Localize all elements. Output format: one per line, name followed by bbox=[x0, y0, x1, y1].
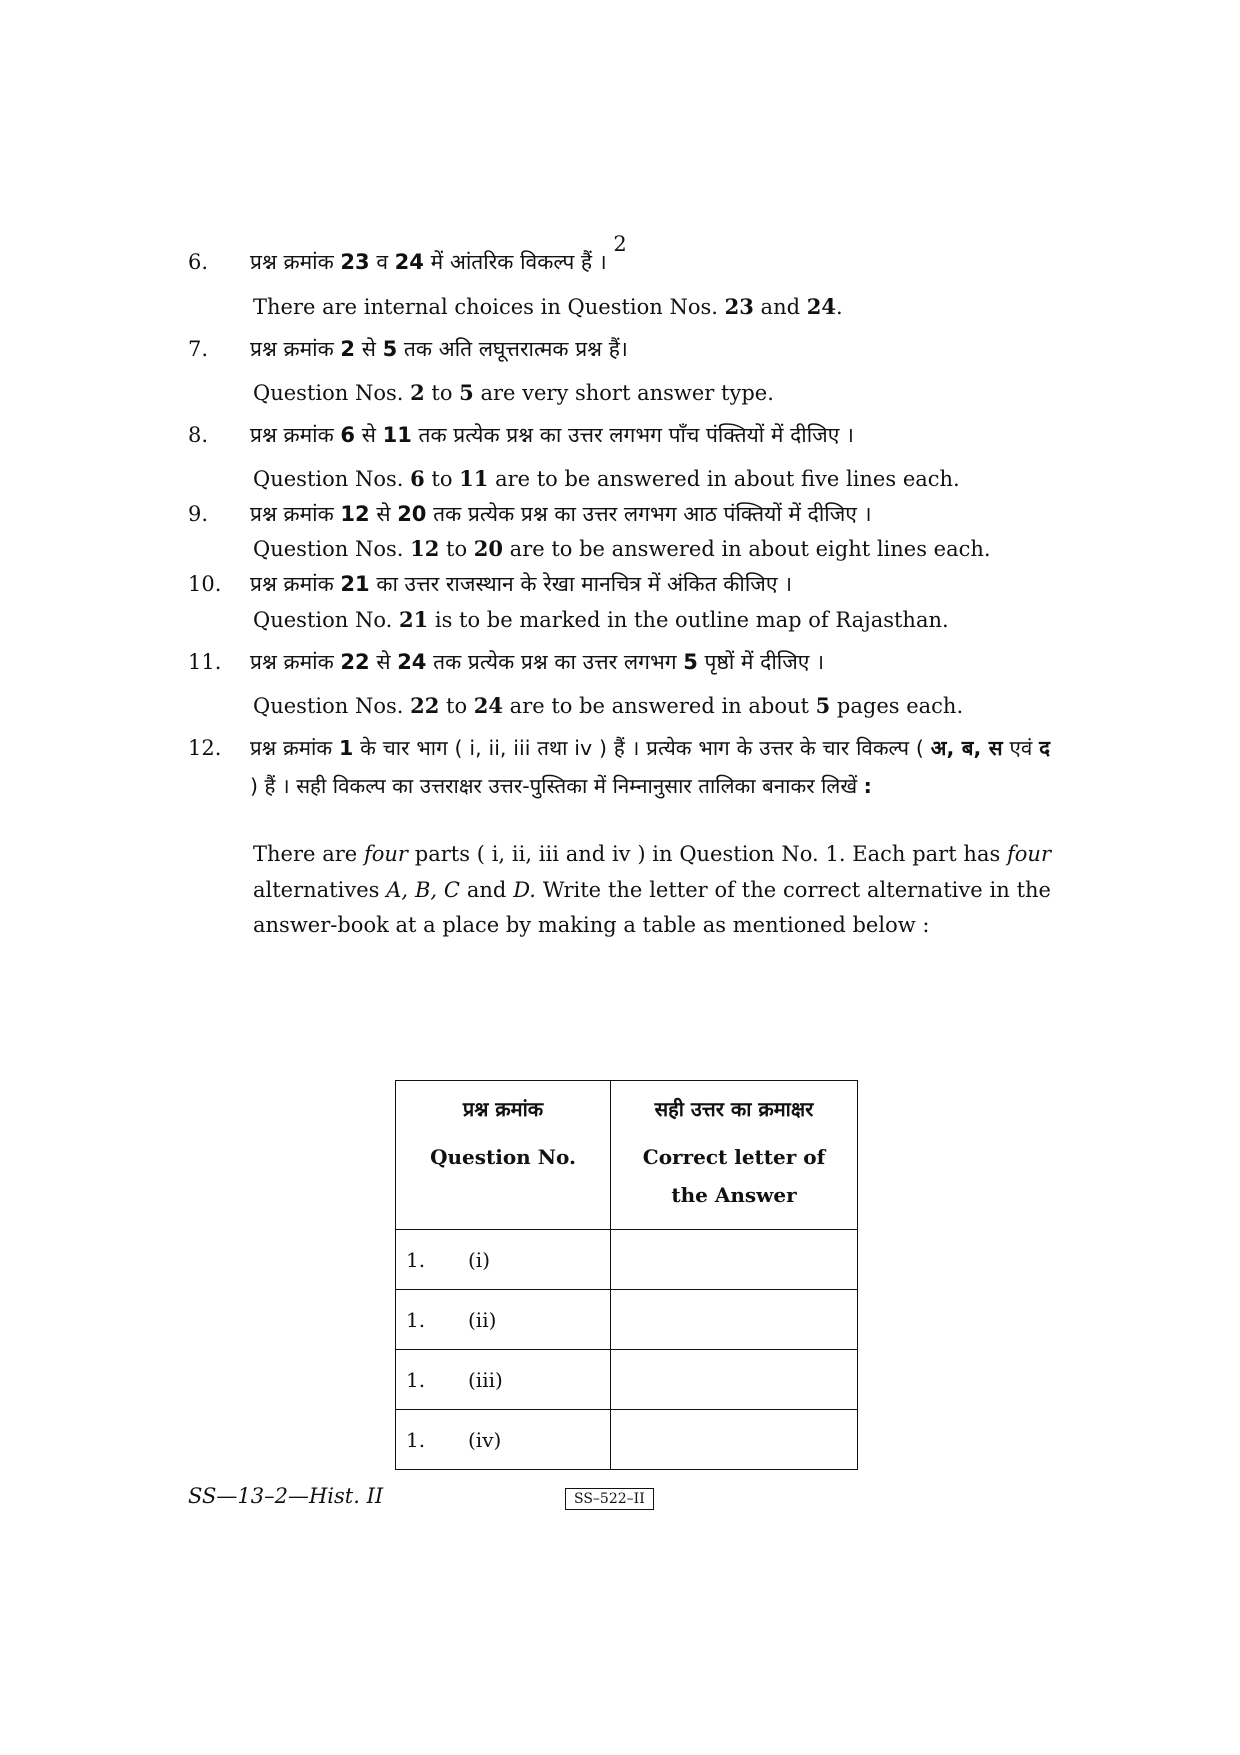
answer-cell bbox=[611, 1410, 858, 1470]
item-number: 8. bbox=[188, 423, 209, 447]
footer-box-code: SS–522–II bbox=[565, 1488, 654, 1510]
table-header-question-no: प्रश्न क्रमांक Question No. bbox=[396, 1081, 611, 1230]
question-cell: 1. (iv) bbox=[396, 1410, 611, 1470]
item-text-hindi: प्रश्न क्रमांक 2 से 5 तक अति लघूत्तरात्मक प्रश्न हैं। bbox=[250, 337, 628, 361]
table-header-correct-letter: सही उत्तर का क्रमाक्षर Correct letter of the Answer bbox=[611, 1081, 858, 1230]
table-row bbox=[396, 1410, 858, 1470]
item-number: 6. bbox=[188, 250, 209, 274]
item-number: 9. bbox=[188, 502, 209, 526]
item-text-english: Question Nos. 2 to 5 are very short answer type. bbox=[253, 380, 774, 405]
item-number: 11. bbox=[188, 650, 222, 674]
item-text-english: Question Nos. 6 to 11 are to be answered in about five lines each. bbox=[253, 466, 960, 491]
item-text-english: Question No. 21 is to be marked in the outline map of Rajasthan. bbox=[253, 607, 949, 632]
answer-cell bbox=[611, 1230, 858, 1290]
item-number: 10. bbox=[188, 572, 222, 596]
item-text-hindi: प्रश्न क्रमांक 23 व 24 में आंतरिक विकल्प हैं । bbox=[250, 250, 607, 274]
answer-cell bbox=[611, 1290, 858, 1350]
question-cell: 1. (i) bbox=[396, 1230, 611, 1290]
answer-table bbox=[395, 1080, 858, 1470]
item-12-text-hindi: प्रश्न क्रमांक 1 के चार भाग ( i, ii, iii तथा iv ) हैं । प्रत्येक भाग के उत्तर के चार विकल्प ( अ, ब, स एवं द ) हैं । सही विकल्प का उत्तराक्षर उत्तर-पुस्तिका में निम्नानुसार तालिका बनाकर लिखें : bbox=[250, 736, 1051, 798]
item-number: 7. bbox=[188, 337, 209, 361]
item-number: 12. bbox=[188, 736, 222, 760]
item-text-english: There are internal choices in Question Nos. 23 and 24. bbox=[253, 294, 843, 319]
item-text-hindi: प्रश्न क्रमांक 22 से 24 तक प्रत्येक प्रश्न का उत्तर लगभग 5 पृष्ठों में दीजिए । bbox=[250, 650, 825, 674]
question-cell: 1. (ii) bbox=[396, 1290, 611, 1350]
item-text-hindi: प्रश्न क्रमांक 6 से 11 तक प्रत्येक प्रश्न का उत्तर लगभग पाँच पंक्तियों में दीजिए । bbox=[250, 423, 854, 447]
answer-cell bbox=[611, 1350, 858, 1410]
item-12-text-english: There are four parts ( i, ii, iii and iv ) in Question No. 1. Each part has four alternatives A, B, C and D. Write the letter of the correct alternative in the answer-book at a place by making a table as mentioned below : bbox=[253, 842, 1051, 937]
footer-paper-code: SS—13–2—Hist. II bbox=[188, 1484, 384, 1508]
item-text-english: Question Nos. 12 to 20 are to be answered in about eight lines each. bbox=[253, 536, 991, 561]
item-text-english: Question Nos. 22 to 24 are to be answered in about 5 pages each. bbox=[253, 693, 964, 718]
item-text-hindi: प्रश्न क्रमांक 12 से 20 तक प्रत्येक प्रश्न का उत्तर लगभग आठ पंक्तियों में दीजिए । bbox=[250, 502, 872, 526]
page-number: 2 bbox=[613, 232, 627, 256]
table-row bbox=[396, 1350, 858, 1410]
table-row bbox=[396, 1290, 858, 1350]
item-text-hindi: प्रश्न क्रमांक 21 का उत्तर राजस्थान के रेखा मानचित्र में अंकित कीजिए । bbox=[250, 572, 793, 596]
question-cell: 1. (iii) bbox=[396, 1350, 611, 1410]
table-row bbox=[396, 1230, 858, 1290]
